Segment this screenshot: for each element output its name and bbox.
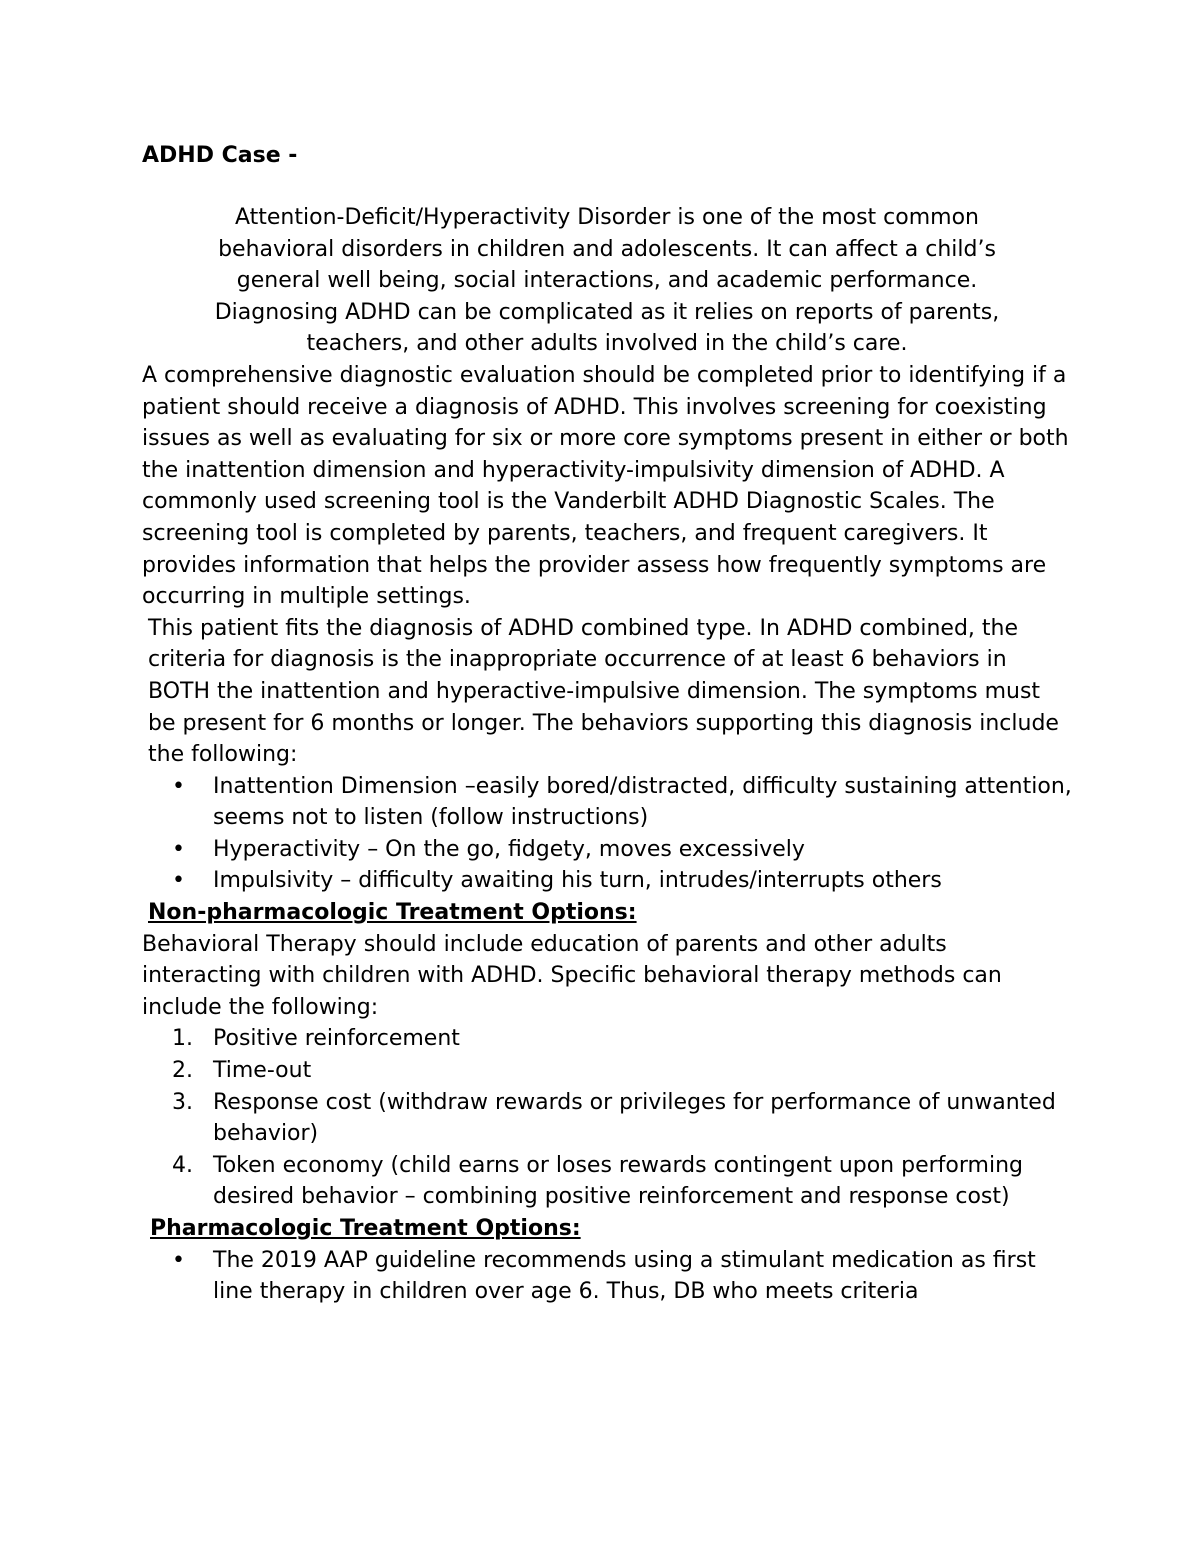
list-number: 2. [172, 1058, 193, 1084]
intro-line: Attention-Deficit/Hyperactivity Disorder is one of the most common [234, 205, 979, 230]
document-page [142, 140, 1072, 1308]
non-pharm-heading: Non-pharmacologic Treatment Options: [148, 900, 637, 926]
pharm-heading: Pharmacologic Treatment Options: [150, 1216, 581, 1241]
list-item [142, 1055, 1072, 1087]
intro-line: general well being, social interactions, and academic performance. [236, 268, 978, 294]
intro-line: teachers, and other adults involved in the child’s care. [306, 331, 908, 357]
intro-line: Diagnosing ADHD can be complicated as it relies on reports of parents, [214, 299, 1000, 325]
behaviors-list [142, 771, 1072, 897]
list-item-text: Time-out [213, 1058, 312, 1084]
list-item [142, 1023, 1072, 1055]
list-item-text: Token economy (child earns or loses rewards contingent upon performing desired behavior – combining positive reinforcement and response cost) [213, 1152, 1023, 1210]
list-item [142, 1150, 1072, 1213]
document-title: ADHD Case - [142, 143, 298, 168]
diagnosis-paragraph: This patient fits the diagnosis of ADHD combined type. In ADHD combined, the criteria for diagnosis is the inappropriate occurrence of at least 6 behaviors in BOTH the inattention and hyperactive-impulsive dimension. The symptoms must be present for 6 months or longer. The behaviors supporting this diagnosis include the following: [148, 615, 1059, 768]
list-item-text: Positive reinforcement [213, 1026, 460, 1052]
intro-line: behavioral disorders in children and adolescents. It can affect a child’s [218, 236, 996, 262]
spacer [142, 172, 1072, 202]
list-number: 1. [172, 1026, 193, 1052]
pharm-list [142, 1245, 1072, 1308]
list-item: • Impulsivity – difficulty awaiting his turn, intrudes/interrupts others [142, 865, 1072, 897]
intro-block [142, 202, 1072, 360]
list-item: • The 2019 AAP guideline recommends using a stimulant medication as first line therapy in children over age 6. Thus, DB who meets criteria [142, 1245, 1072, 1308]
list-item-text: Response cost (withdraw rewards or privileges for performance of unwanted behavior) [213, 1089, 1056, 1147]
list-number: 4. [172, 1152, 193, 1178]
list-item: • Inattention Dimension –easily bored/distracted, difficulty sustaining attention, seems not to listen (follow instructions) [142, 771, 1072, 834]
behavioral-methods-list [142, 1023, 1072, 1213]
evaluation-paragraph: A comprehensive diagnostic evaluation should be completed prior to identifying if a patient should receive a diagnosis of ADHD. This involves screening for coexisting issues as well as evaluating for six or more core symptoms present in either or both the inattention dimension and hyperactivity-impulsivity dimension of ADHD. A commonly used screening tool is the Vanderbilt ADHD Diagnostic Scales. The screening tool is completed by parents, teachers, and frequent caregivers. It provides information that helps the provider assess how frequently symptoms are occurring in multiple settings. [142, 362, 1069, 610]
non-pharm-intro: Behavioral Therapy should include education of parents and other adults interacting with children with ADHD. Specific behavioral therapy methods can include the following: [142, 931, 1002, 1020]
list-item: • Hyperactivity – On the go, fidgety, moves excessively [142, 834, 1072, 866]
list-number: 3. [172, 1089, 193, 1115]
list-item [142, 1087, 1072, 1150]
